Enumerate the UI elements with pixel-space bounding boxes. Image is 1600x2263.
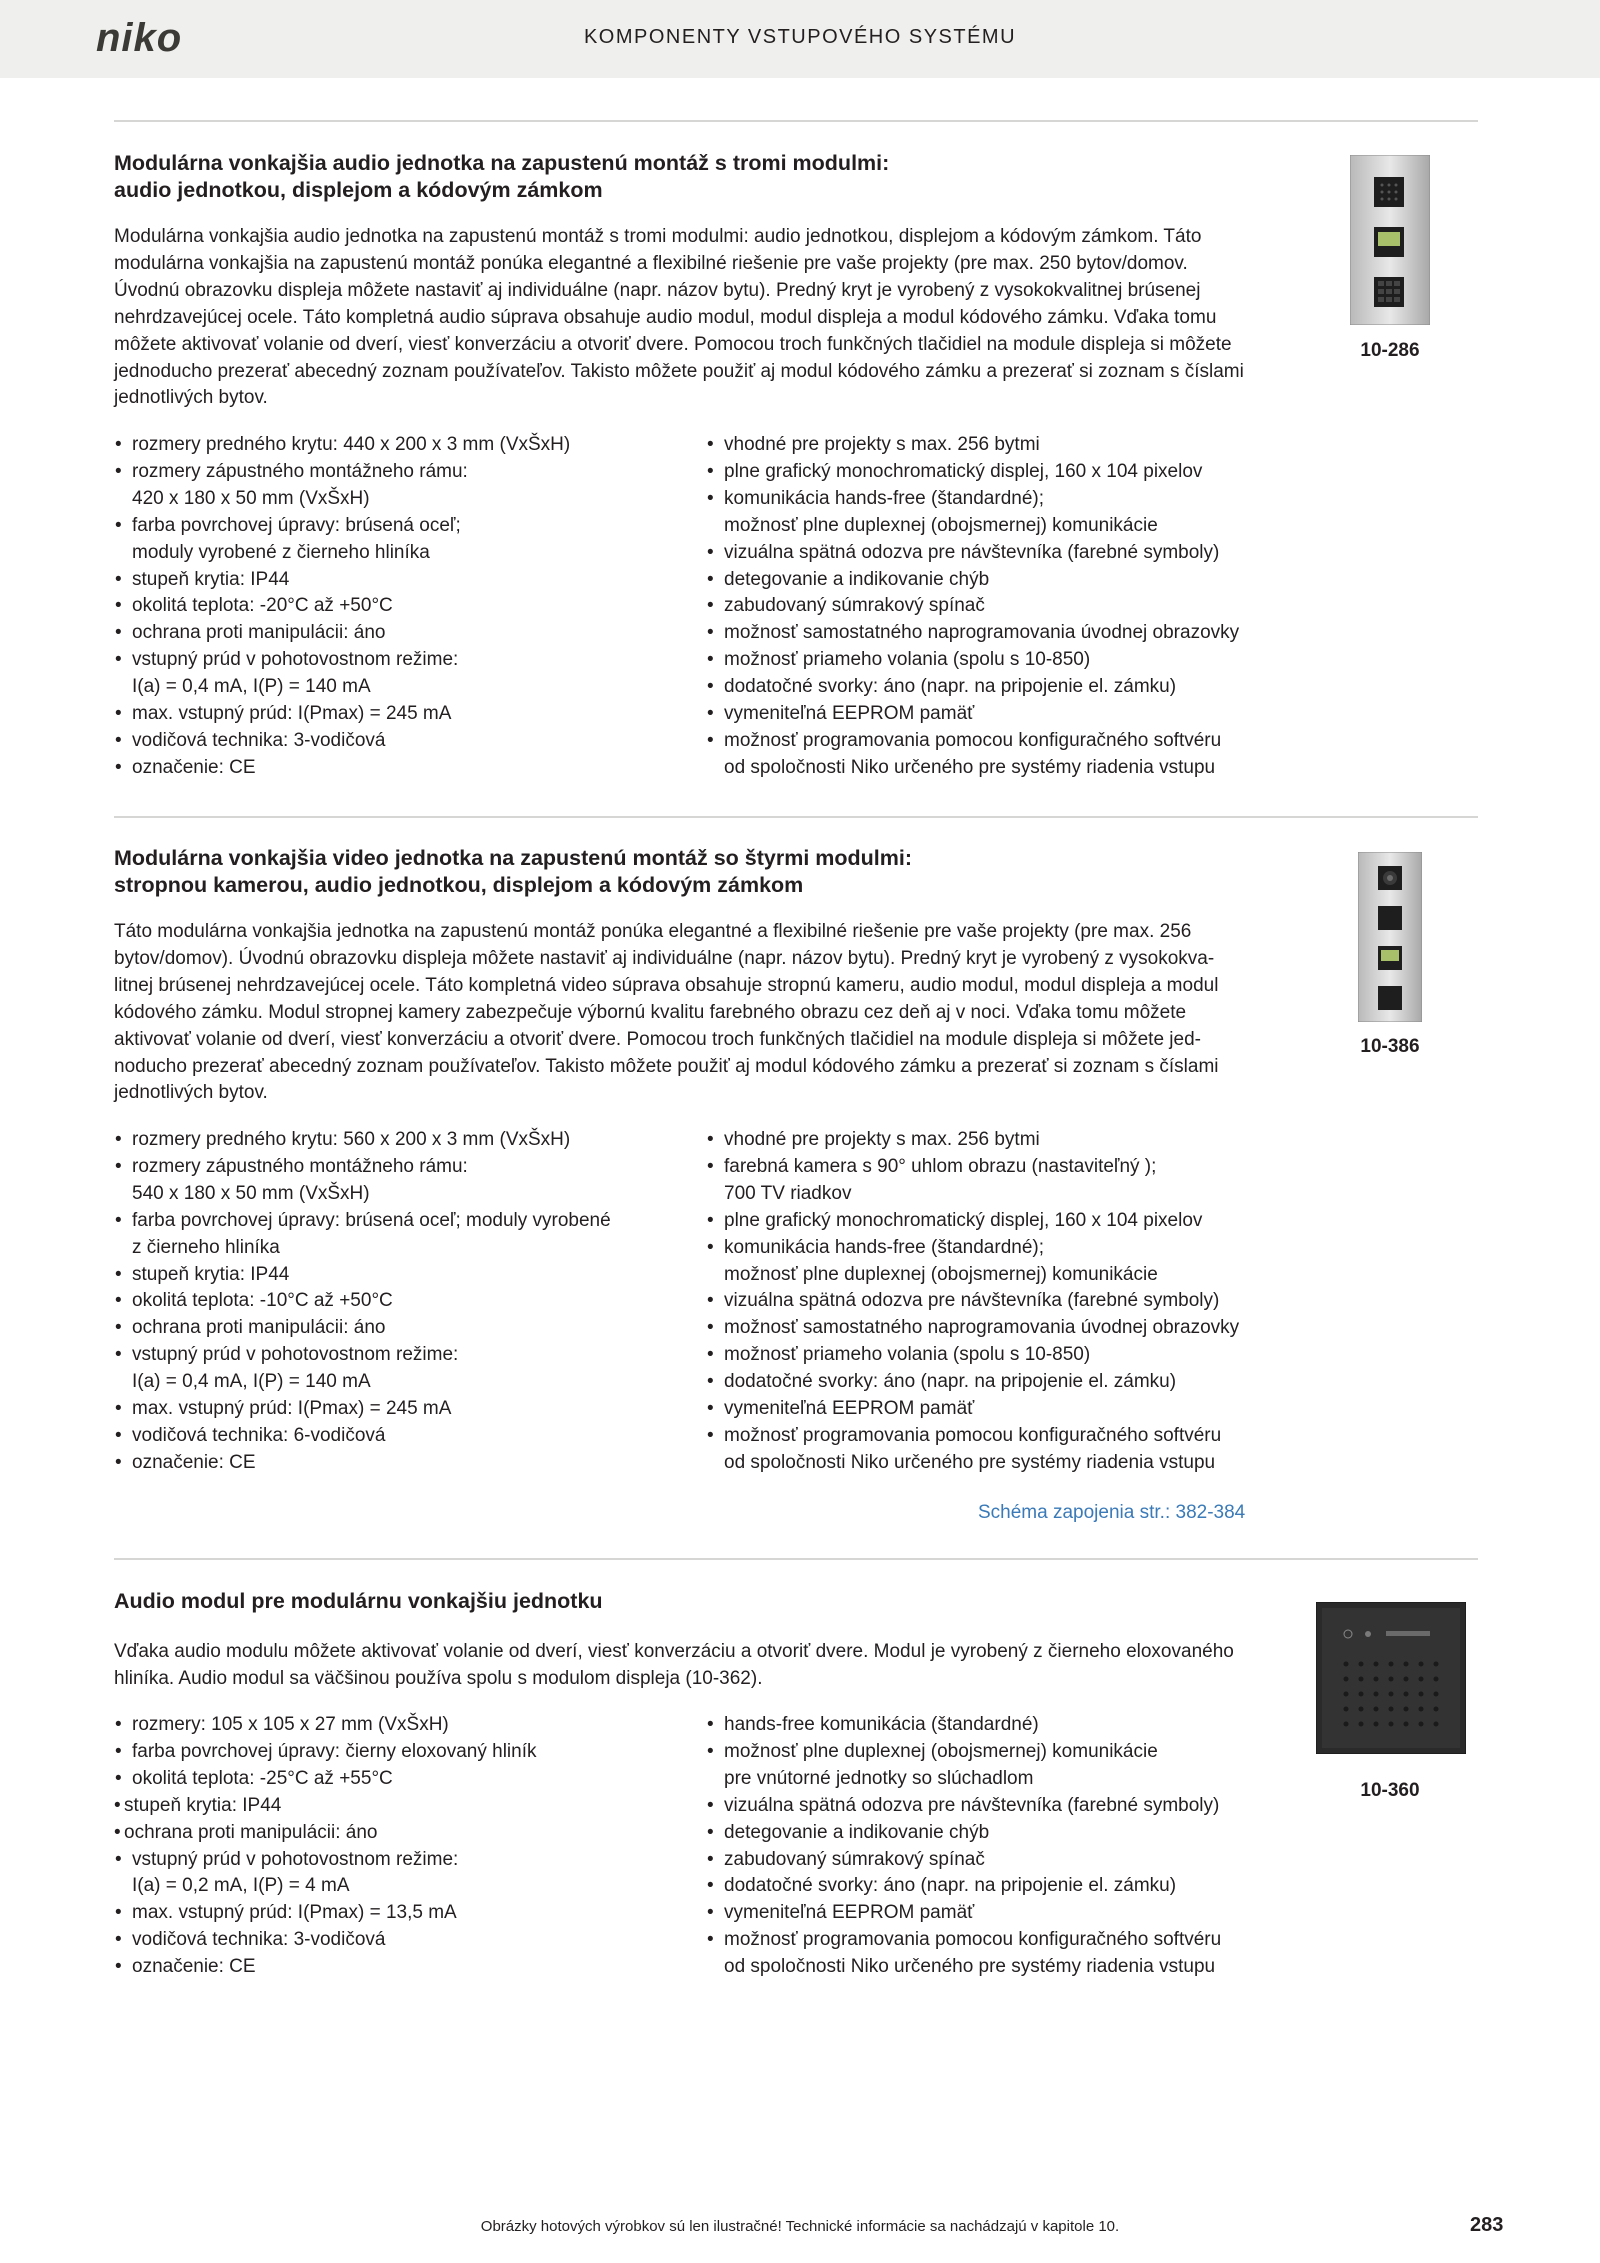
spec-item <box>114 513 674 567</box>
spec-text: dodatočné svorky: áno (napr. na pripojenie el. zámku) <box>724 1371 1177 1393</box>
spec-text-continuation: od spoločnosti Niko určeného pre systémy riadenia vstupu <box>724 756 1216 778</box>
spec-item <box>114 1423 674 1450</box>
spec-item <box>114 1262 674 1289</box>
spec-text: vizuálna spätná odozva pre návštevníka (farebné symboly) <box>724 541 1220 563</box>
spec-text: dodatočné svorky: áno (napr. na pripojenie el. zámku) <box>724 676 1177 698</box>
section-title-line2: audio jednotkou, displejom a kódovým zámkom <box>114 178 603 202</box>
spec-text-continuation: 420 x 180 x 50 mm (VxŠxH) <box>132 487 370 509</box>
spec-text: detegovanie a indikovanie chýb <box>724 568 990 590</box>
section-divider <box>114 1558 1478 1560</box>
desc-line: Modulárna vonkajšia audio jednotka na zapustenú montáž s tromi modulmi: audio jednotkou, displejom a kódovým zámkom. Táto <box>114 226 1202 247</box>
spec-item <box>706 486 1346 540</box>
spec-text: vhodné pre projekty s max. 256 bytmi <box>724 434 1040 455</box>
spec-text-continuation: I(a) = 0,4 mA, I(P) = 140 mA <box>132 1371 371 1393</box>
spec-text: možnosť programovania pomocou konfiguračného softvéru <box>724 1424 1222 1446</box>
spec-item <box>706 567 1346 594</box>
spec-item <box>706 1873 1346 1900</box>
spec-text: farba povrchovej úpravy: brúsená oceľ; moduly vyrobené <box>132 1209 611 1231</box>
spec-item <box>114 1847 674 1901</box>
desc-line: jednoducho prezerať abecedný zoznam používateľov. Takisto môžete použiť aj modul kódového zámku a prezerať si zoznam s číslami <box>114 360 1244 382</box>
spec-text: rozmery zápustného montážneho rámu: <box>132 460 468 482</box>
spec-text: zabudovaný súmrakový spínač <box>724 1848 985 1870</box>
header-title: KOMPONENTY VSTUPOVÉHO SYSTÉMU <box>583 26 1017 48</box>
spec-text: vhodné pre projekty s max. 256 bytmi <box>724 1129 1040 1150</box>
spec-item <box>114 593 674 620</box>
spec-item <box>706 459 1346 486</box>
spec-text: zabudovaný súmrakový spínač <box>724 595 985 617</box>
spec-text: stupeň krytia: IP44 <box>132 1263 290 1285</box>
spec-text: max. vstupný prúd: I(Pmax) = 13,5 mA <box>132 1902 457 1924</box>
spec-text: rozmery predného krytu: 440 x 200 x 3 mm (VxŠxH) <box>132 434 571 455</box>
section-description <box>114 919 1274 1107</box>
desc-line: kódového zámku. Modul stropnej kamery zabezpečuje výbornú kvalitu farebného obrazu cez deň aj v noci. Vďaka tomu môžete <box>114 1001 1187 1023</box>
page-header <box>0 0 1600 78</box>
spec-text-continuation: možnosť plne duplexnej (obojsmernej) komunikácie <box>724 1263 1158 1285</box>
spec-list-left <box>114 1712 674 1981</box>
spec-text-continuation: od spoločnosti Niko určeného pre systémy riadenia vstupu <box>724 1451 1216 1473</box>
product-image-10-286 <box>1350 155 1430 325</box>
spec-text: možnosť plne duplexnej (obojsmernej) komunikácie <box>724 1740 1158 1762</box>
spec-text: plne grafický monochromatický displej, 160 x 104 pixelov <box>724 1209 1203 1231</box>
spec-item <box>706 674 1346 701</box>
spec-item <box>114 1820 674 1847</box>
spec-item <box>114 1927 674 1954</box>
section-title <box>114 150 1114 204</box>
desc-line: aktivovať volanie od dverí, viesť konverzáciu a otvoriť dvere. Pomocou troch funkčných tlačidiel na module displeja si môžete jed- <box>114 1028 1201 1050</box>
spec-item <box>114 1712 674 1739</box>
spec-text-continuation: z čierneho hliníka <box>132 1236 280 1258</box>
spec-item <box>114 1315 674 1342</box>
spec-item <box>114 1127 674 1154</box>
spec-text-continuation: I(a) = 0,2 mA, I(P) = 4 mA <box>132 1875 350 1897</box>
spec-item <box>114 1793 674 1820</box>
spec-text: možnosť priameho volania (spolu s 10-850) <box>724 649 1091 671</box>
product-code: 10-286 <box>1360 340 1420 361</box>
spec-item <box>706 1793 1346 1820</box>
spec-list-left <box>114 432 674 782</box>
spec-item <box>114 1450 674 1477</box>
product-image-10-360 <box>1316 1602 1466 1754</box>
spec-item <box>706 1342 1346 1369</box>
spec-item <box>114 647 674 701</box>
spec-text: stupeň krytia: IP44 <box>124 1794 282 1816</box>
spec-item <box>706 1127 1346 1154</box>
spec-text: farba povrchovej úpravy: čierny eloxovaný hliník <box>132 1740 537 1762</box>
spec-text: označenie: CE <box>132 756 256 778</box>
spec-text: okolitá teplota: -20°C až +50°C <box>132 595 393 617</box>
spec-text: vodičová technika: 3-vodičová <box>132 1929 386 1951</box>
desc-line: jednotlivých bytov. <box>114 387 268 409</box>
spec-item <box>706 1847 1346 1874</box>
spec-text: max. vstupný prúd: I(Pmax) = 245 mA <box>132 703 452 725</box>
spec-text: ochrana proti manipulácii: áno <box>132 1317 386 1339</box>
spec-text: komunikácia hands-free (štandardné); <box>724 487 1045 509</box>
spec-text-continuation: 540 x 180 x 50 mm (VxŠxH) <box>132 1182 370 1204</box>
spec-list-right <box>706 1712 1346 1981</box>
spec-list-left <box>114 1127 674 1477</box>
product-section-10-286 <box>114 150 1478 778</box>
spec-text: rozmery: 105 x 105 x 27 mm (VxŠxH) <box>132 1714 449 1735</box>
product-code: 10-360 <box>1360 1780 1420 1801</box>
spec-item <box>706 1712 1346 1739</box>
spec-text: vymeniteľná EEPROM pamäť <box>724 1398 975 1420</box>
product-code: 10-386 <box>1360 1036 1420 1057</box>
spec-item <box>706 620 1346 647</box>
spec-item <box>706 1208 1346 1235</box>
spec-item <box>114 1739 674 1766</box>
section-title-line1: Modulárna vonkajšia video jednotka na zapustenú montáž so štyrmi modulmi: <box>114 846 913 870</box>
spec-item <box>706 1315 1346 1342</box>
spec-item <box>706 1396 1346 1423</box>
spec-text: možnosť programovania pomocou konfiguračného softvéru <box>724 1929 1222 1951</box>
desc-line: litnej brúsenej nehrdzavejúcej ocele. Táto kompletná video súprava obsahuje stropnú kameru, audio modul, modul displeja a modul <box>114 974 1219 996</box>
spec-item <box>706 728 1346 782</box>
section-divider <box>114 120 1478 122</box>
spec-text: vstupný prúd v pohotovostnom režime: <box>132 1344 459 1366</box>
audio-module <box>1378 906 1402 930</box>
spec-item <box>114 1900 674 1927</box>
desc-line: Vďaka audio modulu môžete aktivovať volanie od dverí, viesť konverzáciu a otvoriť dvere. Modul je vyrobený z čierneho eloxovaného <box>114 1641 1234 1662</box>
spec-item <box>114 1288 674 1315</box>
spec-item <box>706 701 1346 728</box>
spec-text: vodičová technika: 3-vodičová <box>132 729 386 751</box>
spec-item <box>114 459 674 513</box>
spec-item <box>114 1396 674 1423</box>
wiring-diagram-reference[interactable]: Schéma zapojenia str.: 382-384 <box>978 1502 1246 1523</box>
spec-item <box>114 728 674 755</box>
spec-item <box>114 1208 674 1262</box>
spec-text: vizuálna spätná odozva pre návštevníka (farebné symboly) <box>724 1794 1220 1816</box>
spec-text: ochrana proti manipulácii: áno <box>132 622 386 644</box>
spec-text-continuation: možnosť plne duplexnej (obojsmernej) komunikácie <box>724 514 1158 536</box>
spec-item <box>706 1927 1346 1981</box>
spec-text: rozmery predného krytu: 560 x 200 x 3 mm (VxŠxH) <box>132 1129 571 1150</box>
spec-item <box>114 620 674 647</box>
spec-item <box>706 1900 1346 1927</box>
spec-text-continuation: pre vnútorné jednotky so slúchadlom <box>724 1767 1034 1789</box>
spec-text: možnosť priameho volania (spolu s 10-850) <box>724 1344 1091 1366</box>
spec-item <box>706 1423 1346 1477</box>
spec-text: vymeniteľná EEPROM pamäť <box>724 703 975 725</box>
spec-text: vodičová technika: 6-vodičová <box>132 1424 386 1446</box>
spec-text: dodatočné svorky: áno (napr. na pripojenie el. zámku) <box>724 1875 1177 1897</box>
desc-line: noducho prezerať abecedný zoznam používateľov. Takisto môžete použiť aj modul kódového zámku a prezerať si zoznam s číslami <box>114 1055 1219 1077</box>
section-divider <box>114 816 1478 818</box>
spec-text: max. vstupný prúd: I(Pmax) = 245 mA <box>132 1398 452 1420</box>
spec-text: komunikácia hands-free (štandardné); <box>724 1236 1045 1258</box>
section-title <box>114 845 1114 899</box>
spec-text: možnosť samostatného naprogramovania úvodnej obrazovky <box>724 1317 1240 1339</box>
desc-line: modulárna vonkajšia na zapustenú montáž ponúka elegantné a flexibilné riešenie pre vaše projekty (pre max. 250 bytov/domov. <box>114 252 1188 274</box>
spec-item <box>114 432 674 459</box>
keypad-module <box>1378 986 1402 1010</box>
spec-text: vstupný prúd v pohotovostnom režime: <box>132 649 459 671</box>
desc-line: Úvodnú obrazovku displeja môžete nastaviť aj individuálne (napr. názov bytu). Predný kryt je vyrobený z vysokokvalitnej brúsenej <box>114 279 1201 301</box>
spec-text: označenie: CE <box>132 1956 256 1978</box>
spec-list-right <box>706 432 1346 782</box>
spec-text: označenie: CE <box>132 1451 256 1473</box>
section-title: Audio modul pre modulárnu vonkajšiu jednotku <box>114 1589 603 1613</box>
spec-text: farba povrchovej úpravy: brúsená oceľ; <box>132 514 461 536</box>
desc-line: bytov/domov). Úvodnú obrazovku displeja môžete nastaviť aj individuálne (napr. názov bytu). Predný kryt je vyrobený z vysokokva- <box>114 947 1215 969</box>
desc-line: môžete aktivovať volanie od dverí, viesť konverzáciu a otvoriť dvere. Pomocou troch funkčných tlačidiel na module displeja si môžete <box>114 333 1232 355</box>
spec-item <box>706 647 1346 674</box>
spec-text: vstupný prúd v pohotovostnom režime: <box>132 1848 459 1870</box>
spec-item <box>114 567 674 594</box>
spec-text: stupeň krytia: IP44 <box>132 568 290 590</box>
spec-item <box>706 1154 1346 1208</box>
spec-text-continuation: moduly vyrobené z čierneho hliníka <box>132 541 430 563</box>
footer-note: Obrázky hotových výrobkov sú len ilustračné! Technické informácie sa nachádzajú v kapitole 10. <box>480 2218 1120 2235</box>
spec-item <box>706 432 1346 459</box>
page-number: 283 <box>1470 2214 1504 2236</box>
section-description <box>114 1639 1274 1693</box>
spec-item <box>706 1820 1346 1847</box>
spec-item <box>706 540 1346 567</box>
spec-text: hands-free komunikácia (štandardné) <box>724 1714 1039 1735</box>
spec-list-right <box>706 1127 1346 1477</box>
spec-text: možnosť samostatného naprogramovania úvodnej obrazovky <box>724 622 1240 644</box>
spec-text: okolitá teplota: -10°C až +50°C <box>132 1290 393 1312</box>
spec-text: vymeniteľná EEPROM pamäť <box>724 1902 975 1924</box>
desc-line: nehrdzavejúcej ocele. Táto kompletná audio súprava obsahuje audio modul, modul displeja a modul kódového zámku. Vďaka tomu <box>114 306 1217 328</box>
spec-text: rozmery zápustného montážneho rámu: <box>132 1155 468 1177</box>
spec-text: plne grafický monochromatický displej, 160 x 104 pixelov <box>724 460 1203 482</box>
spec-text: možnosť programovania pomocou konfiguračného softvéru <box>724 729 1222 751</box>
spec-item <box>114 1954 674 1981</box>
section-title-line1: Modulárna vonkajšia audio jednotka na zapustenú montáž s tromi modulmi: <box>114 151 890 175</box>
spec-text: farebná kamera s 90° uhlom obrazu (nastaviteľný ); <box>724 1155 1157 1177</box>
desc-line: jednotlivých bytov. <box>114 1082 268 1104</box>
spec-item <box>706 1739 1346 1793</box>
niko-logo: niko <box>96 16 183 60</box>
spec-item <box>114 1342 674 1396</box>
spec-item <box>706 1369 1346 1396</box>
spec-text: vizuálna spätná odozva pre návštevníka (farebné symboly) <box>724 1290 1220 1312</box>
desc-line: hliníka. Audio modul sa väčšinou používa spolu s modulom displeja (10-362). <box>114 1667 763 1689</box>
spec-text: ochrana proti manipulácii: áno <box>124 1821 378 1843</box>
spec-item <box>114 1766 674 1793</box>
product-image-10-386 <box>1358 852 1422 1022</box>
section-title-line2: stropnou kamerou, audio jednotkou, displejom a kódovým zámkom <box>114 873 804 897</box>
spec-text-continuation: od spoločnosti Niko určeného pre systémy riadenia vstupu <box>724 1956 1216 1978</box>
spec-text: okolitá teplota: -25°C až +55°C <box>132 1767 393 1789</box>
spec-text-continuation: I(a) = 0,4 mA, I(P) = 140 mA <box>132 676 371 698</box>
spec-item <box>114 755 674 782</box>
spec-text-continuation: 700 TV riadkov <box>724 1182 852 1204</box>
spec-item <box>706 593 1346 620</box>
spec-item <box>114 701 674 728</box>
spec-text: detegovanie a indikovanie chýb <box>724 1821 990 1843</box>
section-description <box>114 224 1274 412</box>
product-section-10-386 <box>114 845 1478 1473</box>
spec-item <box>706 1235 1346 1289</box>
spec-item <box>706 1288 1346 1315</box>
desc-line: Táto modulárna vonkajšia jednotka na zapustenú montáž ponúka elegantné a flexibilné riešenie pre vaše projekty (pre max. 256 <box>114 921 1192 942</box>
spec-item <box>114 1154 674 1208</box>
